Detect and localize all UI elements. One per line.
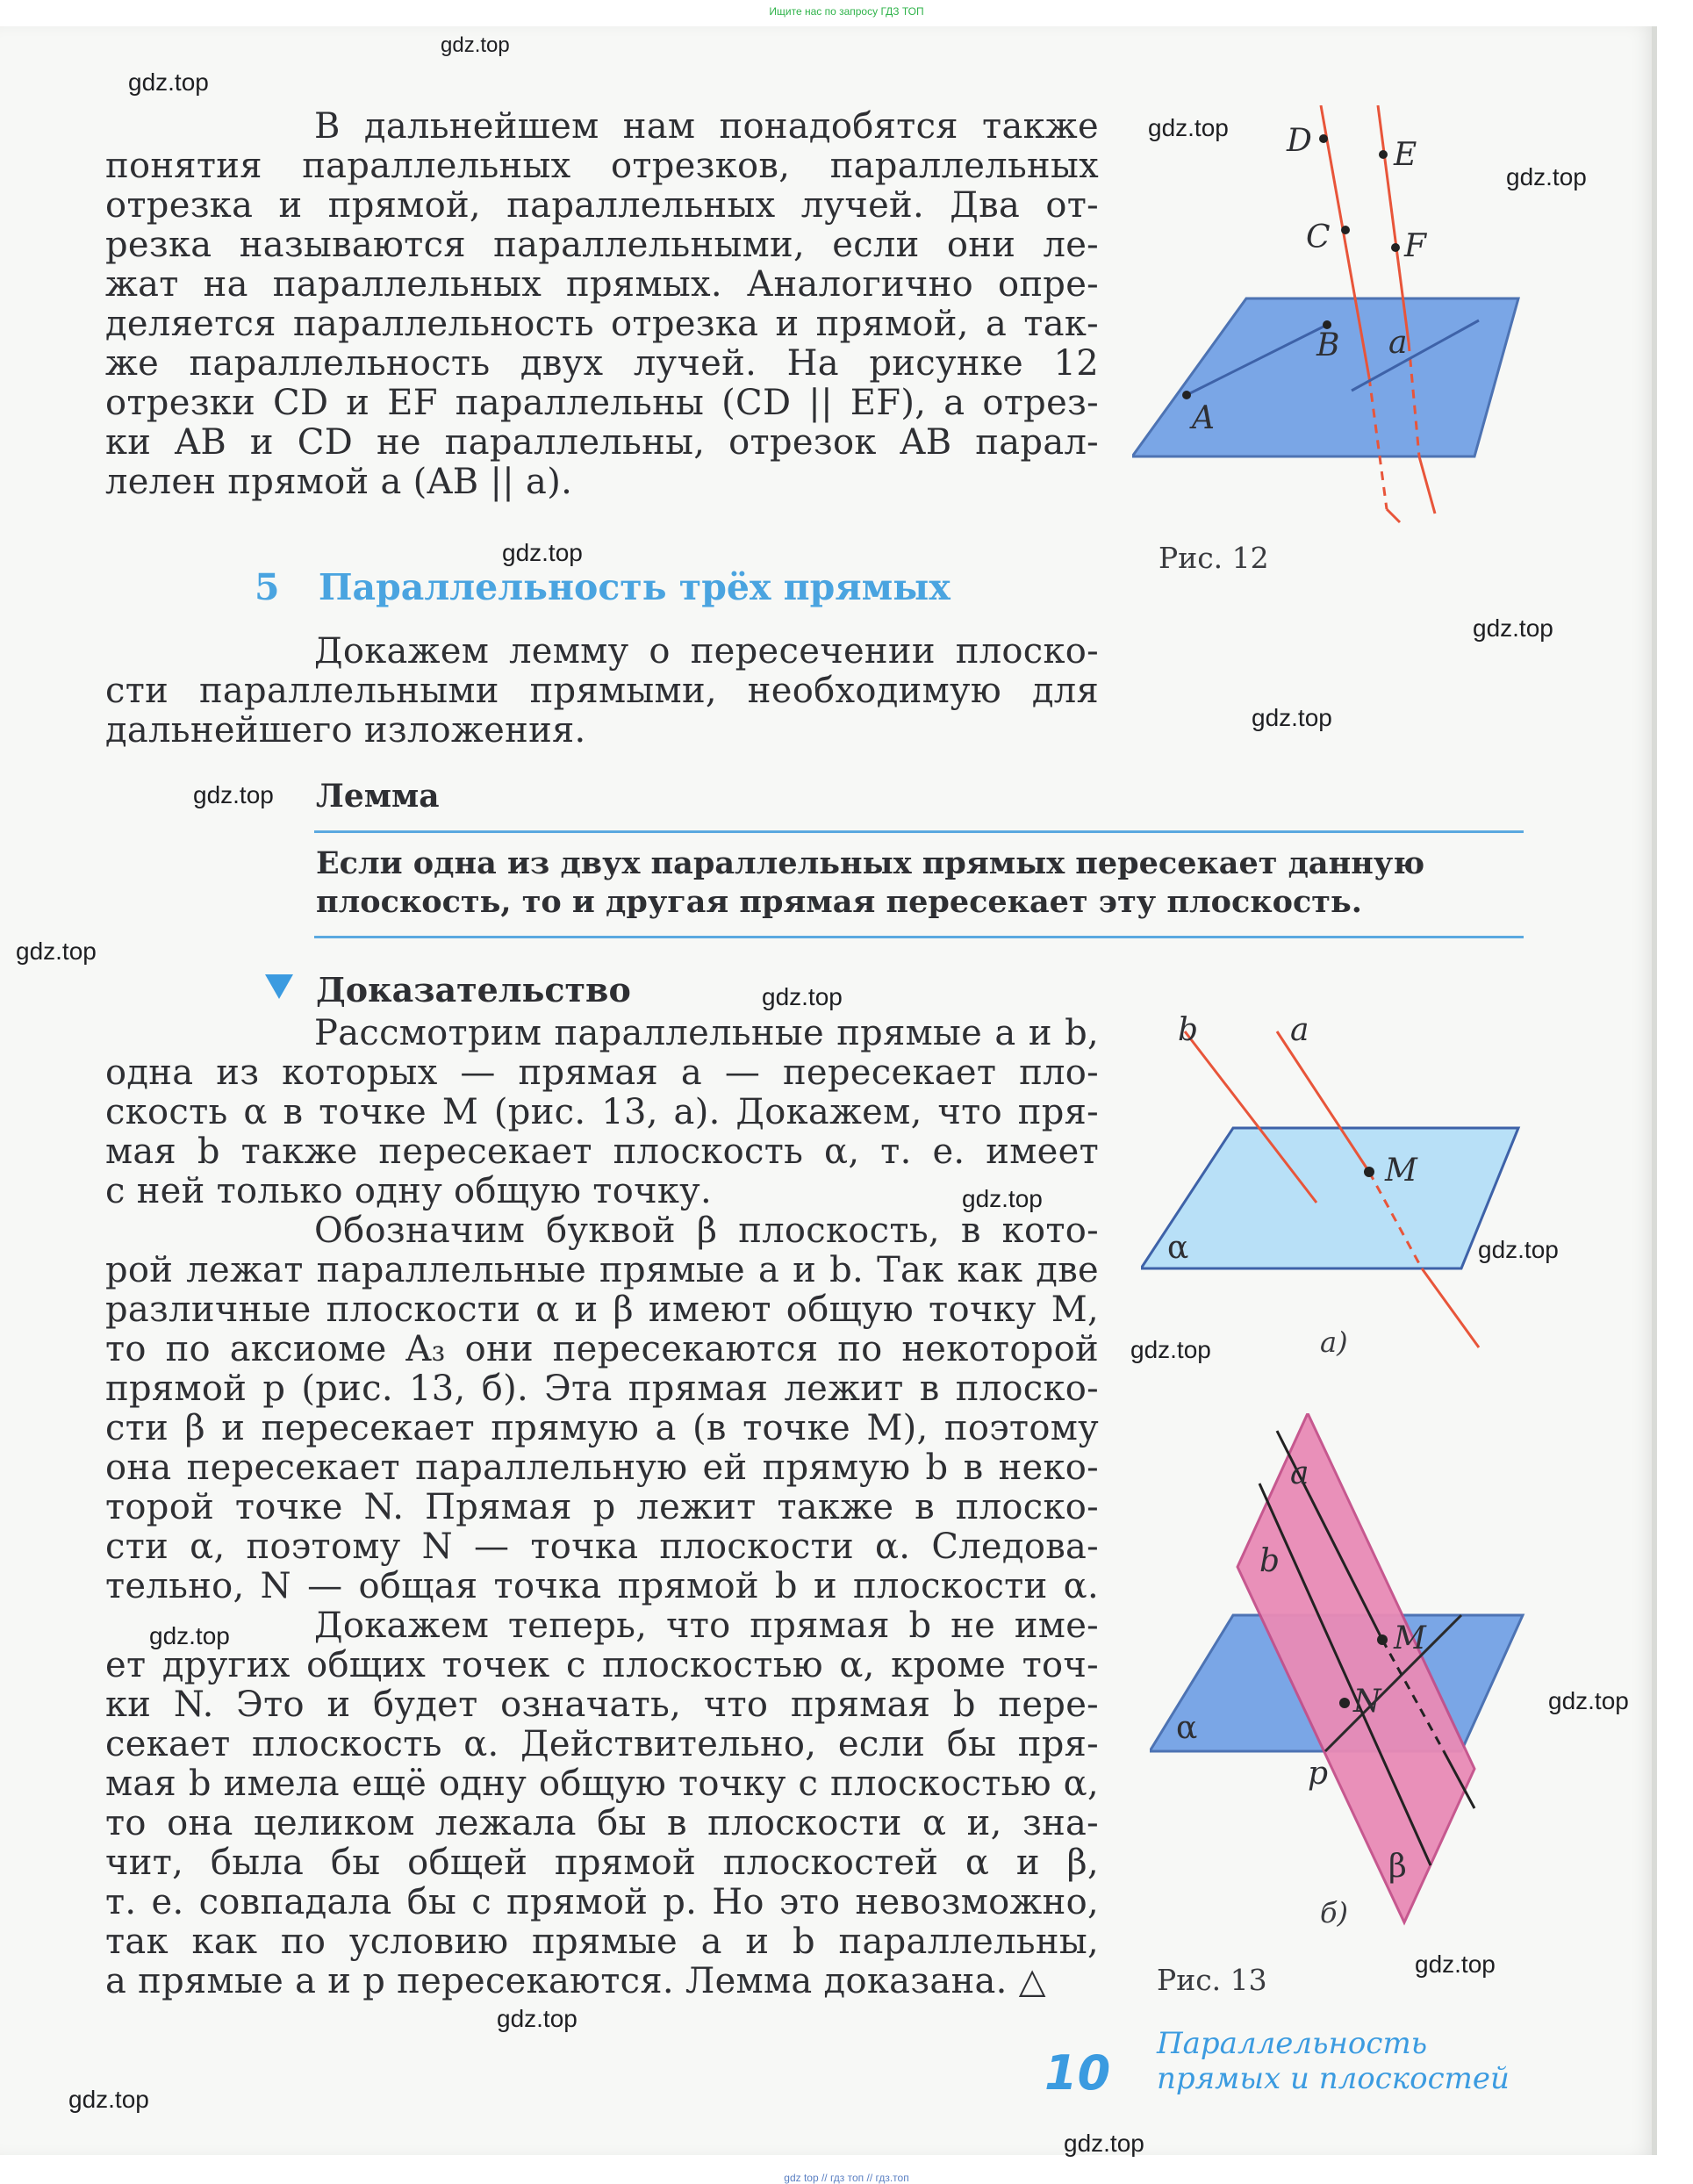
lemma-line: Если одна из двух параллельных прямых пересекает данную <box>316 845 1425 881</box>
lemma-title: Лемма <box>316 778 440 815</box>
label-b: b <box>1259 1543 1281 1579</box>
text-line: различные плоскости α и β имеют общую точку M, <box>105 1290 1099 1330</box>
text-line: т. е. совпадала бы с прямой p. Но это невозможно, <box>105 1882 1099 1922</box>
label-f: F <box>1404 228 1426 264</box>
text-line: лелен прямой a (AB || a). <box>105 462 573 502</box>
figure-13b <box>1150 1413 1536 1940</box>
watermark: gdz.top <box>149 1622 230 1649</box>
text-line: Докажем теперь, что прямая b не име- <box>314 1606 1099 1646</box>
section-heading <box>255 566 951 608</box>
point-c <box>1341 226 1350 234</box>
watermark: gdz.top <box>1548 1687 1629 1714</box>
text-line: мая b имела ещё одну общую точку с плоскостью α, <box>105 1764 1099 1804</box>
text-line: а прямые a и p пересекаются. Лемма доказана. △ <box>105 1961 1046 2001</box>
watermark: gdz.top <box>1478 1236 1559 1263</box>
point-n <box>1339 1698 1350 1708</box>
point-a <box>1182 391 1191 399</box>
lemma-line: плоскость, то и другая прямая пересекает эту плоскость. <box>316 884 1362 920</box>
text-line: прямой p (рис. 13, б). Эта прямая лежит в плоско- <box>105 1369 1099 1409</box>
lemma-rule-bottom <box>314 936 1524 938</box>
label-p: p <box>1308 1756 1329 1792</box>
text-line: резка называются параллельными, если они ле- <box>105 225 1099 265</box>
point-e <box>1379 150 1388 159</box>
watermark: gdz.top <box>1473 614 1553 642</box>
page-number: 10 <box>1044 2045 1111 2101</box>
figure-13a-sublabel: а) <box>1320 1325 1348 1359</box>
label-n: N <box>1353 1684 1381 1720</box>
text-line: отрезка и прямой, параллельных лучей. Два от- <box>105 185 1099 226</box>
text-line: то она целиком лежала бы в плоскости α и, зна- <box>105 1803 1099 1843</box>
running-title <box>1157 2026 1510 2096</box>
figure-12 <box>1132 105 1545 527</box>
text-line: тельно, N — общая точка прямой b и плоскости α. <box>105 1566 1099 1606</box>
bottom-notice: gdz top // гдз топ // гдз.топ <box>784 2172 909 2184</box>
top-notice: Ищите нас по запросу ГДЗ ТОП <box>769 5 924 18</box>
text-line: секает плоскость α. Действительно, если бы пря- <box>105 1724 1099 1764</box>
text-line: Рассмотрим параллельные прямые a и b, <box>314 1013 1099 1053</box>
text-line: одна из которых — прямая a — пересекает пло- <box>105 1052 1099 1093</box>
proof-triangle-icon <box>265 974 293 999</box>
label-e: E <box>1394 137 1417 173</box>
watermark: gdz.top <box>502 539 583 566</box>
text-line: мая b также пересекает плоскость α, т. е. имеет <box>105 1132 1099 1172</box>
text-line: понятия параллельных отрезков, параллельных <box>105 146 1099 186</box>
label-alpha: α <box>1176 1710 1198 1746</box>
text-line: же параллельность двух лучей. На рисунке 12 <box>105 343 1099 384</box>
plane-alpha <box>1141 1128 1518 1268</box>
text-line: дальнейшего изложения. <box>105 710 586 751</box>
text-line: сти β и пересекает прямую a (в точке M), поэтому <box>105 1408 1099 1448</box>
watermark: gdz.top <box>193 781 274 808</box>
text-line: ет других общих точек с плоскостью α, кроме точ- <box>105 1645 1099 1685</box>
text-line: то по аксиоме A₃ они пересекаются по некоторой <box>105 1329 1099 1369</box>
watermark: gdz.top <box>962 1185 1043 1212</box>
point-d <box>1319 134 1328 143</box>
label-m: M <box>1385 1153 1417 1189</box>
text-line: ки N. Это и будет означать, что прямая b пере- <box>105 1685 1099 1725</box>
label-m: M <box>1394 1620 1426 1656</box>
label-c: C <box>1306 219 1331 255</box>
figure-12-caption: Рис. 12 <box>1159 541 1269 575</box>
line-ef-tail <box>1419 456 1435 514</box>
proof-body <box>105 1014 1099 2001</box>
label-a: A <box>1192 400 1215 436</box>
figure-13a <box>1141 1014 1536 1365</box>
label-a: a <box>1290 1455 1309 1491</box>
line-a-lower <box>1422 1268 1479 1347</box>
watermark: gdz.top <box>1064 2130 1144 2157</box>
label-alpha: α <box>1167 1230 1189 1266</box>
line-cd-tail <box>1387 509 1400 522</box>
watermark: gdz.top <box>762 983 843 1010</box>
section-number: 5 <box>255 566 280 608</box>
text-line: торой точке N. Прямая p лежит также в плоско- <box>105 1487 1099 1527</box>
figure-13-caption: Рис. 13 <box>1157 1963 1267 1997</box>
text-line: чит, была бы общей прямой плоскостей α и β, <box>105 1843 1099 1883</box>
section-intro <box>105 632 1099 751</box>
text-line: скость α в точке M (рис. 13, а). Докажем, что пря- <box>105 1092 1099 1132</box>
running-title-line-2: прямых и плоскостей <box>1157 2061 1510 2096</box>
label-d: D <box>1287 123 1312 159</box>
watermark: gdz.top <box>128 68 209 96</box>
watermark: gdz.top <box>441 33 510 57</box>
text-line: Докажем лемму о пересечении плоско- <box>314 631 1099 672</box>
text-line: сти α, поэтому N — точка плоскости α. Следова- <box>105 1527 1099 1567</box>
label-b: b <box>1178 1014 1199 1048</box>
text-line: сти параллельными прямыми, необходимую для <box>105 671 1099 711</box>
section-title: Параллельность трёх прямых <box>318 566 951 608</box>
page-edge <box>1652 26 1657 2155</box>
watermark: gdz.top <box>16 938 97 965</box>
lemma-rule-top <box>314 830 1524 833</box>
point-m <box>1377 1634 1388 1645</box>
text-line: рой лежат параллельные прямые a и b. Так как две <box>105 1250 1099 1290</box>
watermark: gdz.top <box>1506 163 1587 190</box>
point-m <box>1364 1167 1374 1177</box>
watermark: gdz.top <box>1252 704 1332 731</box>
label-line-a: a <box>1388 325 1408 361</box>
text-line: В дальнейшем нам понадобятся также <box>314 106 1099 147</box>
label-beta: β <box>1388 1849 1407 1885</box>
figure-13b-sublabel: б) <box>1320 1896 1349 1929</box>
text-line: деляется параллельность отрезка и прямой, а так- <box>105 304 1099 344</box>
intro-paragraph <box>105 107 1099 502</box>
watermark: gdz.top <box>1130 1336 1211 1363</box>
text-line: ки AB и CD не параллельны, отрезок AB парал- <box>105 422 1099 463</box>
label-b: B <box>1316 327 1340 363</box>
text-line: Обозначим буквой β плоскость, в кото- <box>314 1211 1099 1251</box>
text-line: так как по условию прямые a и b параллельны, <box>105 1922 1099 1962</box>
text-line: с ней только одну общую точку. <box>105 1171 712 1211</box>
watermark: gdz.top <box>1415 1951 1496 1978</box>
text-line: жат на параллельных прямых. Аналогично опре- <box>105 264 1099 305</box>
text-line: отрезки CD и EF параллельны (CD || EF), а отрез- <box>105 383 1099 423</box>
lemma-statement <box>316 844 1524 922</box>
watermark: gdz.top <box>497 2005 577 2032</box>
text-line: она пересекает параллельную ей прямую b в неко- <box>105 1448 1099 1488</box>
watermark: gdz.top <box>68 2086 149 2113</box>
label-a: a <box>1290 1014 1309 1048</box>
watermark: gdz.top <box>1148 114 1229 141</box>
proof-title: Доказательство <box>316 970 631 1009</box>
running-title-line-1: Параллельность <box>1157 2026 1428 2061</box>
point-f <box>1391 243 1400 252</box>
